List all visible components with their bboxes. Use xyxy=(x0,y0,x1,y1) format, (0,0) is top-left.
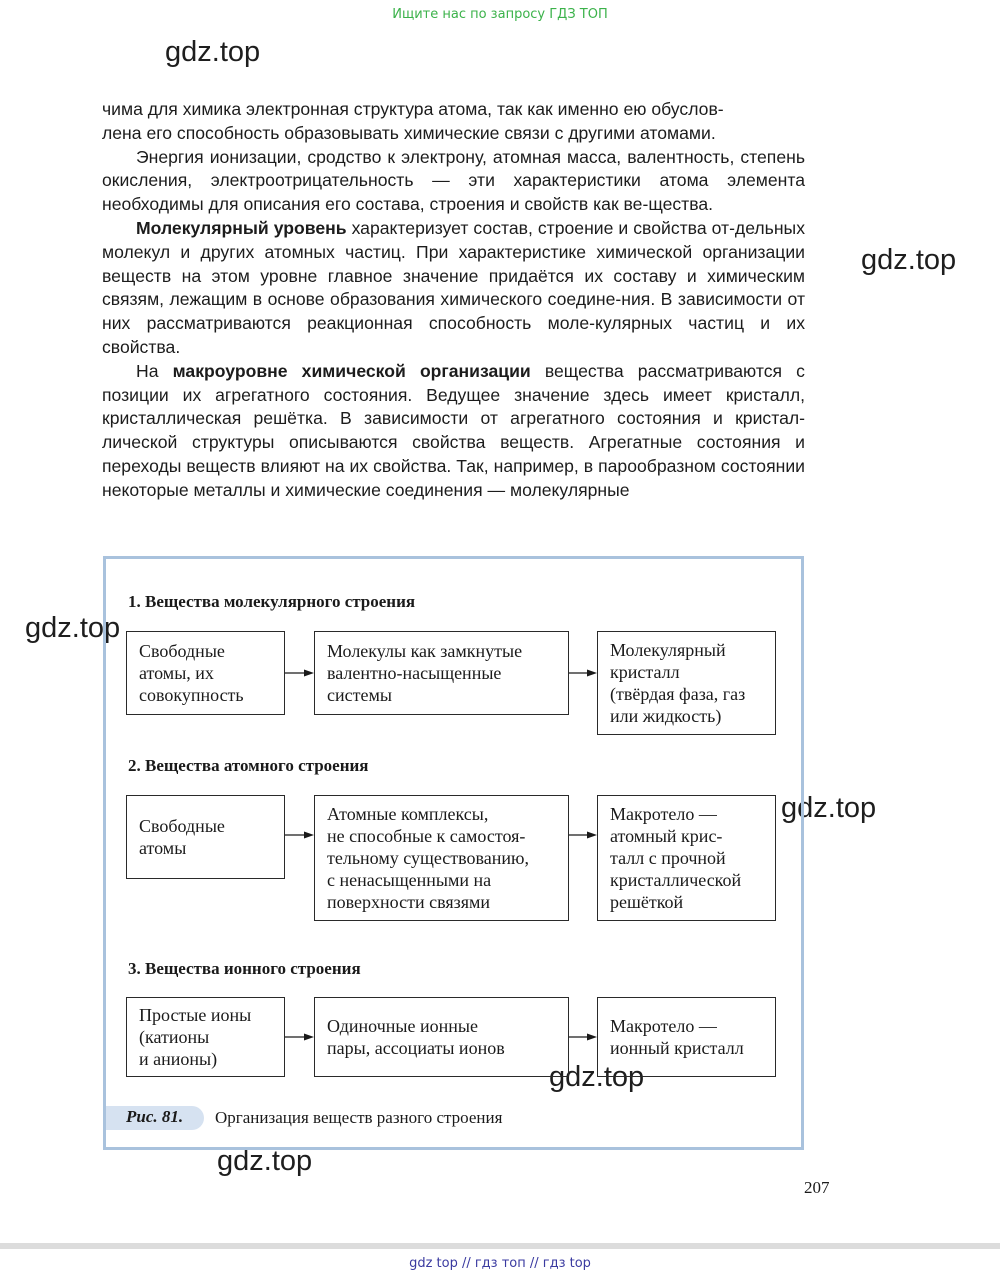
paragraph-4-lead: На xyxy=(136,360,173,381)
box-line: и анионы) xyxy=(139,1049,218,1069)
box-line: Одиночные ионные xyxy=(327,1016,478,1036)
box-free-atoms-2 xyxy=(126,795,285,879)
box-line: Свободные xyxy=(139,641,225,661)
paragraph-1-line: чима для химика электронная структура атома, так как именно ею обуслов- xyxy=(102,99,724,119)
box-closed-molecules xyxy=(314,631,569,715)
paragraph-2: Энергия ионизации, сродство к электрону, атомная масса, валентность, степень окисления, электроотрицательность — эти характеристики атома элемента необходимы для описания его состава, строения и свойств как ве-щества. xyxy=(102,146,805,215)
box-line: ионный кристалл xyxy=(610,1038,744,1058)
watermark: gdz.top xyxy=(217,1145,313,1177)
watermark: gdz.top xyxy=(781,792,877,824)
watermark: gdz.top xyxy=(165,36,261,68)
watermark: gdz.top xyxy=(549,1061,645,1093)
paragraph-3-text: характеризует состав, строение и свойства от-дельных молекул и других атомных частиц. При характеристике химической организации веществ на этом уровне главное значение придаётся их составу и химическим связям, лежащим в основе образования химического соедине-ния. В зависимости от них рассматриваются реакционная способность моле-кулярных частиц и их свойства. xyxy=(102,217,805,357)
arrow-right-icon xyxy=(285,830,314,840)
box-line: тельному существованию, xyxy=(327,848,529,868)
paragraph-4 xyxy=(102,360,805,503)
box-atomic-complexes xyxy=(314,795,569,921)
term-molecular-level: Молекулярный уровень xyxy=(136,217,347,238)
box-line: или жидкость) xyxy=(610,706,722,726)
watermark: gdz.top xyxy=(25,612,121,644)
arrow-right-icon xyxy=(285,1032,314,1042)
box-simple-ions xyxy=(126,997,285,1077)
box-line: Молекулы как замкнутые xyxy=(327,641,523,661)
arrow-right-icon xyxy=(569,668,597,678)
box-line: системы xyxy=(327,685,392,705)
box-line: атомы xyxy=(139,838,187,858)
box-atomic-crystal xyxy=(597,795,776,921)
figure-caption: Организация веществ разного строения xyxy=(215,1108,503,1127)
arrow-right-icon xyxy=(569,830,597,840)
box-line: совокупность xyxy=(139,685,244,705)
box-line: Макротело — xyxy=(610,804,717,824)
paragraph-4-text: вещества рассматриваются с позиции их агрегатного состояния. Ведущее значение здесь имеет кристалл, кристаллическая решётка. В зависимости от агрегатного состояния и кристал-лической структуры описываются свойства веществ. Агрегатные состояния и переходы веществ влияют на их свойства. Так, например, в парообразном состоянии некоторые металлы и химические соединения — молекулярные xyxy=(102,360,805,500)
box-line: Молекулярный xyxy=(610,640,726,660)
box-line: решёткой xyxy=(610,892,684,912)
box-line: пары, ассоциаты ионов xyxy=(327,1038,505,1058)
body-text xyxy=(102,98,805,503)
box-line: не способные к самостоя- xyxy=(327,826,526,846)
box-line: (катионы xyxy=(139,1027,210,1047)
top-banner[interactable]: Ищите нас по запросу ГДЗ ТОП xyxy=(392,7,608,22)
box-line: Свободные xyxy=(139,816,225,836)
box-line: Макротело — xyxy=(610,1016,717,1036)
arrow-right-icon xyxy=(285,668,314,678)
figure-label: Рис. 81. xyxy=(126,1107,184,1126)
box-line: (твёрдая фаза, газ xyxy=(610,684,746,704)
page-number: 207 xyxy=(804,1178,830,1197)
box-free-atoms xyxy=(126,631,285,715)
arrow-right-icon xyxy=(569,1032,597,1042)
footer-links[interactable]: gdz top // гдз топ // гдз top xyxy=(409,1256,591,1271)
section-title-ionic: 3. Вещества ионного строения xyxy=(128,959,361,978)
term-macro-level: макроуровне химической организации xyxy=(172,360,531,381)
box-line: Простые ионы xyxy=(139,1005,252,1025)
paragraph-1 xyxy=(102,98,805,146)
paragraph-1-line: лена его способность образовывать химические связи с другими атомами. xyxy=(102,122,716,143)
watermark: gdz.top xyxy=(861,244,957,276)
box-line: атомный крис- xyxy=(610,826,723,846)
box-line: Атомные комплексы, xyxy=(327,804,489,824)
footer-divider xyxy=(0,1243,1000,1249)
section-title-atomic: 2. Вещества атомного строения xyxy=(128,756,369,775)
box-molecular-crystal xyxy=(597,631,776,735)
box-ionic-crystal xyxy=(597,997,776,1077)
paragraph-3 xyxy=(102,217,805,360)
box-line: валентно-насыщенные xyxy=(327,663,502,683)
box-line: атомы, их xyxy=(139,663,214,683)
box-line: кристаллической xyxy=(610,870,742,890)
box-ion-pairs xyxy=(314,997,569,1077)
section-title-molecular: 1. Вещества молекулярного строения xyxy=(128,592,416,611)
box-line: кристалл xyxy=(610,662,680,682)
box-line: талл с прочной xyxy=(610,848,726,868)
box-line: с ненасыщенными на xyxy=(327,870,492,890)
box-line: поверхности связями xyxy=(327,892,491,912)
